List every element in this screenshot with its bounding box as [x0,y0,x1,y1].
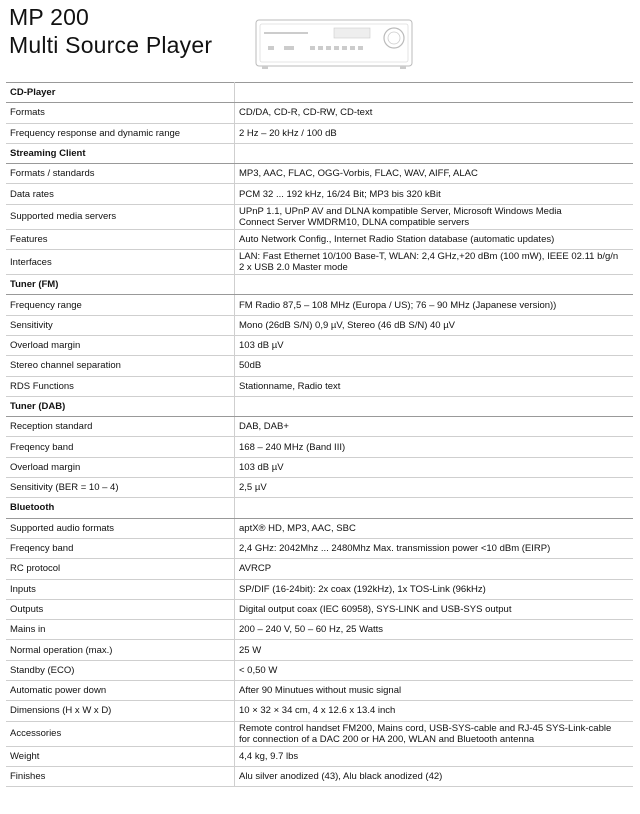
spec-value-line: UPnP 1.1, UPnP AV and DLNA kompatible Server, Microsoft Windows Media [239,205,562,217]
spec-label: Freqency band [6,538,235,558]
spec-label: Standby (ECO) [6,660,235,680]
spec-row [6,164,633,184]
spec-value [235,640,634,660]
spec-value-line: aptX® HD, MP3, AAC, SBC [239,522,356,534]
spec-value [235,315,634,335]
spec-row [6,721,633,746]
spec-value-line: 103 dB µV [239,461,284,473]
spec-value [235,518,634,538]
spec-value [235,538,634,558]
spec-value-line: 2,5 µV [239,482,267,494]
section-title: CD-Player [6,83,235,103]
spec-value-line: 2,4 GHz: 2042Mhz ... 2480Mhz Max. transmission power <10 dBm (EIRP) [239,543,551,555]
section-spacer [235,83,634,103]
spec-value [235,599,634,619]
spec-row [6,417,633,437]
spec-value-line: 168 – 240 MHz (Band III) [239,441,346,453]
section-header [6,396,633,416]
spec-value-line: PCM 32 ... 192 kHz, 16/24 Bit; MP3 bis 320 kBit [239,188,441,200]
spec-row [6,457,633,477]
spec-value-line: 2 Hz – 20 kHz / 100 dB [239,127,337,139]
spec-row [6,123,633,143]
spec-row [6,701,633,721]
spec-value [235,376,634,396]
spec-value [235,701,634,721]
spec-value [235,356,634,376]
spec-label: Inputs [6,579,235,599]
spec-value-line: After 90 Minutues without music signal [239,685,402,697]
spec-value-line: Mono (26dB S/N) 0,9 µV, Stereo (46 dB S/N) 40 µV [239,319,456,331]
spec-value [235,103,634,123]
spec-value-line: AVRCP [239,563,272,575]
spec-value [235,184,634,204]
section-header [6,143,633,163]
spec-row [6,250,633,275]
section-spacer [235,498,634,518]
spec-label: Sensitivity (BER = 10 – 4) [6,478,235,498]
spec-value-line: 4,4 kg, 9.7 lbs [239,750,299,762]
spec-label: RC protocol [6,559,235,579]
spec-row [6,599,633,619]
spec-value-line: Remote control handset FM200, Mains cord, USB-SYS-cable and RJ-45 SYS-Link-cable [239,722,612,734]
spec-row [6,518,633,538]
spec-label: Stereo channel separation [6,356,235,376]
spec-row [6,538,633,558]
spec-row [6,103,633,123]
section-spacer [235,275,634,295]
spec-value-line: CD/DA, CD-R, CD-RW, CD-text [239,107,373,119]
spec-table [6,82,633,787]
spec-row [6,184,633,204]
spec-value [235,766,634,786]
spec-value-line: 103 dB µV [239,340,284,352]
spec-value-line: MP3, AAC, FLAC, OGG-Vorbis, FLAC, WAV, AIFF, ALAC [239,168,478,180]
page-title: MP 200 [9,4,90,30]
section-title: Bluetooth [6,498,235,518]
spec-row [6,766,633,786]
section-header [6,83,633,103]
spec-value-line: DAB, DAB+ [239,421,289,433]
spec-row [6,579,633,599]
spec-row [6,315,633,335]
spec-label: Interfaces [6,250,235,275]
spec-value-line: 50dB [239,360,262,372]
spec-value [235,478,634,498]
spec-label: Dimensions (H x W x D) [6,701,235,721]
spec-value-line: Digital output coax (IEC 60958), SYS-LINK and USB-SYS output [239,603,512,615]
spec-value [235,681,634,701]
spec-value [235,335,634,355]
spec-row [6,559,633,579]
spec-label: Overload margin [6,335,235,355]
spec-value-line: for connection of a DAC 200 or HA 200, WLAN and Bluetooth antenna [239,733,535,745]
page-subtitle: Multi Source Player [9,32,213,58]
spec-row [6,620,633,640]
spec-value [235,559,634,579]
spec-label: Supported media servers [6,204,235,229]
spec-value [235,164,634,184]
spec-label: Mains in [6,620,235,640]
spec-value [235,660,634,680]
spec-value [235,437,634,457]
spec-value-line: Auto Network Config., Internet Radio Station database (automatic updates) [239,233,555,245]
device-illustration [254,16,414,72]
spec-label: Freqency band [6,437,235,457]
spec-value-line: 10 × 32 × 34 cm, 4 x 12.6 x 13.4 inch [239,705,396,717]
spec-label: Formats [6,103,235,123]
spec-value [235,250,634,275]
spec-value-line: 2 x USB 2.0 Master mode [239,262,348,274]
spec-label: Sensitivity [6,315,235,335]
spec-value-line: < 0,50 W [239,664,278,676]
section-spacer [235,396,634,416]
spec-row [6,335,633,355]
spec-value-line: FM Radio 87,5 – 108 MHz (Europa / US); 76 – 90 MHz (Japanese version)) [239,299,557,311]
spec-row [6,478,633,498]
section-title: Tuner (DAB) [6,396,235,416]
spec-row [6,376,633,396]
spec-value [235,457,634,477]
spec-row [6,640,633,660]
spec-value-line: 25 W [239,644,262,656]
spec-label: Data rates [6,184,235,204]
spec-label: Frequency range [6,295,235,315]
spec-row [6,660,633,680]
spec-label: Accessories [6,721,235,746]
spec-row [6,437,633,457]
spec-label: Features [6,229,235,249]
spec-label: Automatic power down [6,681,235,701]
spec-row [6,229,633,249]
spec-row [6,681,633,701]
spec-label: Weight [6,746,235,766]
spec-value [235,204,634,229]
spec-value [235,123,634,143]
spec-label: Outputs [6,599,235,619]
spec-value-line: LAN: Fast Ethernet 10/100 Base-T, WLAN: 2,4 GHz,+20 dBm (100 mW), IEEE 02.11 b/g/n [239,251,619,263]
spec-value [235,295,634,315]
spec-label: RDS Functions [6,376,235,396]
spec-label: Normal operation (max.) [6,640,235,660]
spec-value [235,229,634,249]
section-title: Tuner (FM) [6,275,235,295]
spec-value-line: Alu silver anodized (43), Alu black anodized (42) [239,771,443,783]
spec-value [235,417,634,437]
section-spacer [235,143,634,163]
spec-label: Reception standard [6,417,235,437]
spec-value [235,620,634,640]
spec-label: Finishes [6,766,235,786]
spec-label: Formats / standards [6,164,235,184]
spec-row [6,204,633,229]
spec-label: Overload margin [6,457,235,477]
spec-value [235,746,634,766]
spec-value [235,721,634,746]
spec-value-line: 200 – 240 V, 50 – 60 Hz, 25 Watts [239,624,384,636]
spec-value [235,579,634,599]
spec-row [6,356,633,376]
spec-row [6,295,633,315]
spec-label: Supported audio formats [6,518,235,538]
spec-value-line: Stationname, Radio text [239,380,341,392]
spec-label: Frequency response and dynamic range [6,123,235,143]
section-header [6,498,633,518]
section-title: Streaming Client [6,143,235,163]
section-header [6,275,633,295]
spec-value-line: Connect Server WMDRM10, DLNA compatible servers [239,216,470,228]
spec-value-line: SP/DIF (16-24bit): 2x coax (192kHz), 1x TOS-Link (96kHz) [239,583,486,595]
spec-row [6,746,633,766]
